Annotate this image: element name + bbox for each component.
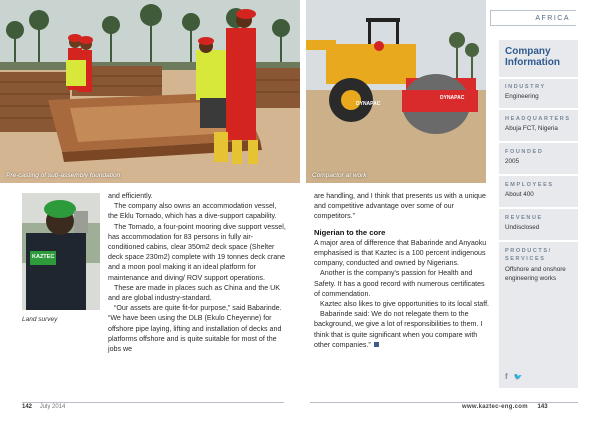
divider bbox=[499, 207, 578, 209]
industry-label: INDUSTRY bbox=[505, 84, 546, 90]
subheading: Nigerian to the core bbox=[314, 227, 386, 237]
divider bbox=[499, 174, 578, 176]
sidebar-title bbox=[505, 46, 560, 68]
divider bbox=[499, 108, 578, 110]
employees-label: EMPLOYEES bbox=[505, 182, 554, 188]
paragraph: Another is the company's passion for Health and Safety. It has a good record with numerous certificates of commendation. bbox=[314, 269, 485, 298]
paragraph: The company also owns an accommodation vessel, the Eklu Tornado, which has a dive-support capability. bbox=[108, 202, 277, 221]
paragraph: A major area of difference that Babarinde and Anyaoku emphasised is that Kaztec is a 100 percent indigenous company, conducted and owned by Nigerians. bbox=[314, 238, 487, 268]
paragraph: Kaztec also likes to give opportunities to its local staff. bbox=[320, 300, 490, 309]
footer-right bbox=[462, 404, 548, 410]
divider bbox=[499, 141, 578, 143]
issue-date: July 2014 bbox=[39, 404, 66, 410]
photo-precasting bbox=[0, 0, 300, 183]
photo-land-survey bbox=[22, 193, 100, 310]
paragraph: are handling, and I think that presents us with a unique and competitive advantage over some of our competitors.” bbox=[314, 192, 486, 221]
page-number: 142 bbox=[22, 404, 33, 410]
sidebar-title-line: Company bbox=[505, 46, 551, 57]
divider bbox=[499, 77, 578, 79]
end-of-article-icon bbox=[374, 342, 379, 347]
employees-value: About 400 bbox=[505, 191, 534, 198]
founded-label: FOUNDED bbox=[505, 149, 544, 155]
products-value: Offshore and onshore engineering works bbox=[505, 266, 566, 282]
industry-value: Engineering bbox=[505, 93, 539, 100]
photo-compactor bbox=[306, 0, 486, 183]
paragraph: These are made in places such as China and the UK and are global industry-standard. bbox=[108, 283, 281, 303]
paragraph: and efficiently. bbox=[108, 192, 153, 200]
facebook-icon[interactable]: f bbox=[505, 372, 508, 381]
founded-value: 2005 bbox=[505, 158, 520, 165]
paragraph: “Our assets are quite fit-for purpose,” said Babarinde. “We have been using the DLB (Ekulo Cheyenne) for offshore pipe laying, lifting and installation of decks and platforms offshore and is quite suitable for most of the jobs we bbox=[108, 304, 282, 354]
social-links bbox=[505, 372, 523, 381]
divider bbox=[499, 240, 578, 242]
paragraph: Babarinde said: We do not relegate them to the background, we give a lot of responsibilities to them. I think that is quite significant when you compare with other companies.” bbox=[314, 310, 483, 349]
photo-caption: Pre-casting of sub-assembly foundation bbox=[6, 172, 121, 179]
article-column-1 bbox=[108, 191, 286, 354]
section-tab: AFRICA bbox=[490, 10, 576, 26]
headquarters-value: Abuja FCT, Nigeria bbox=[505, 125, 558, 132]
sidebar-title-line: Information bbox=[505, 57, 560, 68]
footer-left bbox=[22, 404, 65, 410]
revenue-label: REVENUE bbox=[505, 215, 543, 221]
article-column-2 bbox=[314, 191, 490, 350]
photo-caption: Compactor at work bbox=[312, 172, 367, 179]
inset-caption: Land survey bbox=[22, 316, 58, 323]
paragraph: The Tornado, a four-point mooring dive support vessel, has accommodation for 83 persons in fully air-conditioned cabins, clear 350m2 deck space (Shelter deck space 230m2) complete with 19 tonnes deck crane and a moon pool making it an ideal platform for maintenance and diving/ ROV support operations. bbox=[108, 222, 286, 282]
products-label: PRODUCTS/ bbox=[505, 248, 552, 254]
page-number: 143 bbox=[537, 404, 548, 410]
roller-brand: DYNAPAC bbox=[356, 101, 381, 107]
website-url[interactable]: www.kaztec-eng.com bbox=[462, 404, 528, 410]
headquarters-label: HEADQUARTERS bbox=[505, 116, 571, 122]
revenue-value: Undisclosed bbox=[505, 224, 540, 231]
roller-brand-2: DYNAPAC bbox=[440, 95, 465, 101]
spread-gutter bbox=[300, 0, 306, 424]
footer-rule bbox=[22, 402, 284, 403]
vest-text: KAZTEC bbox=[32, 254, 55, 260]
twitter-icon[interactable]: 🐦 bbox=[513, 374, 523, 381]
company-info-sidebar bbox=[499, 40, 578, 388]
products-label: SERVICES bbox=[505, 256, 546, 262]
footer-rule bbox=[310, 402, 578, 403]
